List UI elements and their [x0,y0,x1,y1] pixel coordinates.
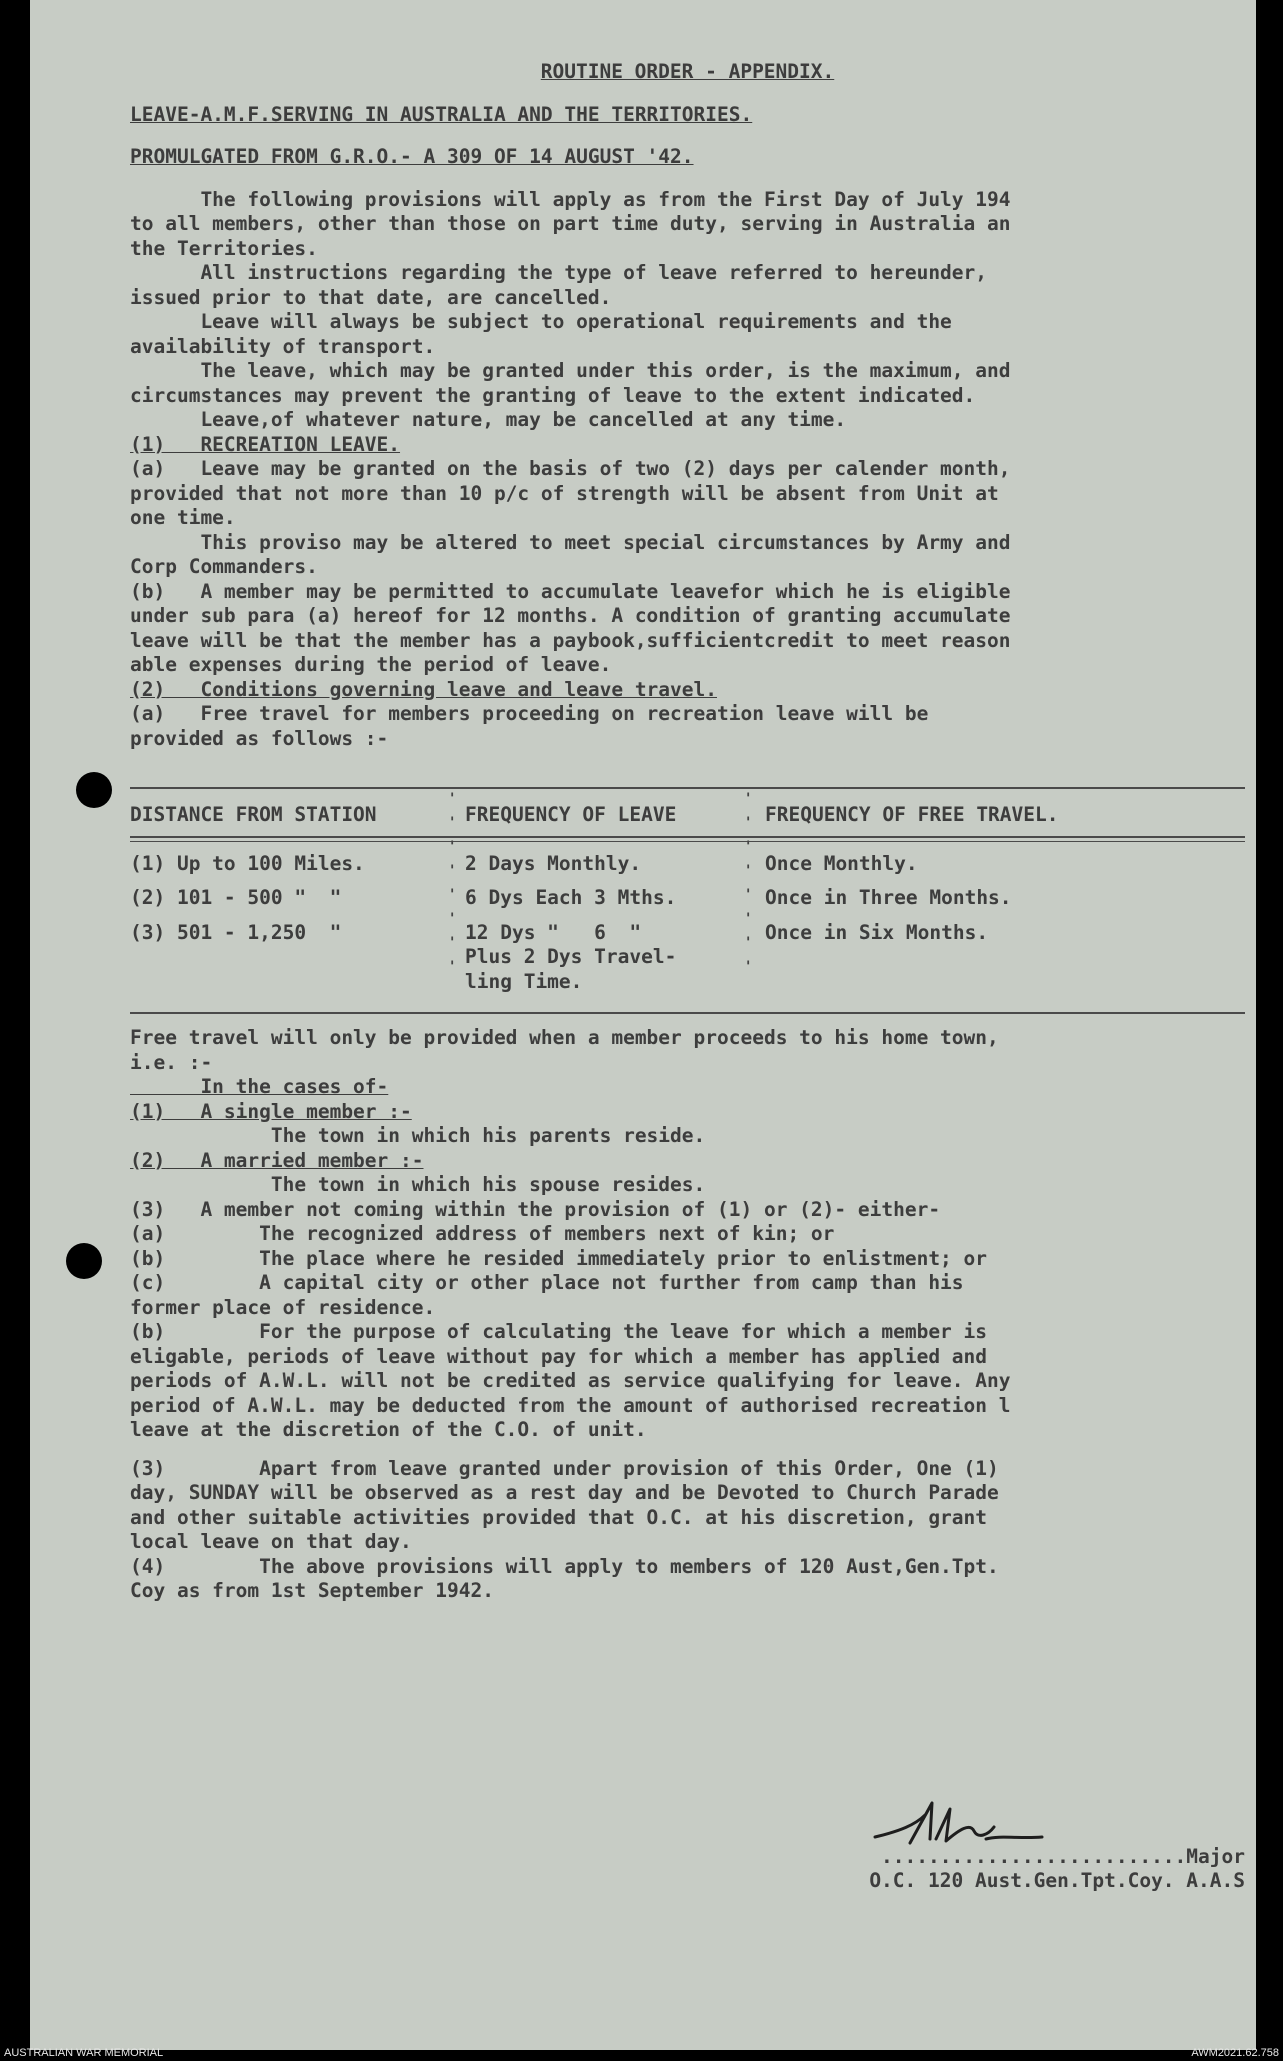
table-header-row [130,803,1245,828]
text-line: Free travel will only be provided when a member proceeds to his home town, [130,1026,999,1049]
text-line: (3) Apart from leave granted under provision of this Order, One (1) [130,1456,999,1480]
paragraph-block-b [130,1026,1245,1443]
text-line: (a) Free travel for members proceeding on recreation leave will be [130,702,929,725]
signature-block [770,1845,1245,1893]
text-line: Coy as from 1st September 1942. [130,1579,494,1602]
text-line: periods of A.W.L. will not be credited as service qualifying for leave. Any [130,1369,1011,1392]
text-line: provided as follows :- [130,726,389,750]
table-cell: (1) Up to 100 Miles. [130,851,365,875]
table-cell: 12 Dys " 6 " Plus 2 Dys Travel- ling Time. [465,920,677,993]
text-line: (2) A married member :- [130,1148,424,1172]
text-line: The town in which his spouse resides. [130,1173,706,1196]
text-line: (4) The above provisions will apply to members of 120 Aust,Gen.Tpt. [130,1554,999,1578]
table-cell: (2) 101 - 500 " " [130,886,342,909]
text-line: The following provisions will apply as from the First Day of July 194 [130,187,1011,211]
heading-leave: LEAVE-A.M.F.SERVING IN AUSTRALIA AND THE TERRITORIES. [130,102,753,126]
text-line: (b) For the purpose of calculating the leave for which a member is [130,1320,988,1343]
text-line: (c) A capital city or other place not further from camp than his [130,1271,964,1294]
table-row [130,886,1245,911]
text-line: (a) The recognized address of members next of kin; or [130,1222,835,1245]
text-line: one time. [130,506,236,529]
table-column-separator: ' ' ' ' ' ' ' ' [448,791,457,975]
table-row [130,852,1245,877]
table-rule [130,836,1245,838]
text-line: to all members, other than those on part time duty, serving in Australia an [130,212,1011,235]
paragraph-block-a [130,188,1245,752]
text-line: (1) RECREATION LEAVE. [130,432,401,456]
document-page [30,0,1256,2050]
table-header-frequency-leave: FREQUENCY OF LEAVE [465,803,677,826]
text-line: The town in which his parents reside. [130,1124,706,1147]
text-line: local leave on that day. [130,1530,412,1553]
table-cell: Once Monthly. [765,851,918,875]
text-line: circumstances may prevent the granting of leave to the extent indicated. [130,383,976,407]
text-line: This proviso may be altered to meet special circumstances by Army and [130,530,1011,554]
text-line: The leave, which may be granted under this order, is the maximum, and [130,359,1011,382]
footer-reference: AWM2021.62.758 [1191,2047,1279,2059]
text-line: Corp Commanders. [130,555,318,578]
text-line: Leave,of whatever nature, may be cancelled at any time. [130,408,847,431]
punch-hole [76,772,112,808]
text-line: All instructions regarding the type of leave referred to hereunder, [130,261,988,284]
text-line: period of A.W.L. may be deducted from the amount of authorised recreation l [130,1393,1011,1417]
text-line: former place of residence. [130,1295,436,1319]
text-line: availability of transport. [130,334,436,358]
text-line: In the cases of- [130,1075,389,1098]
signature-line: ..........................Major [881,1845,1245,1868]
footer-institution: AUSTRALIAN WAR MEMORIAL [4,2047,164,2059]
table-cell: 6 Dys Each 3 Mths. [465,886,677,909]
text-line: (1) A single member :- [130,1099,412,1123]
text-line: and other suitable activities provided that O.C. at his discretion, grant [130,1505,988,1529]
table-cell: 2 Days Monthly. [465,851,642,875]
text-line: (3) A member not coming within the provision of (1) or (2)- either- [130,1197,941,1221]
paragraph-block-c [130,1457,1245,1555]
signature-title: O.C. 120 Aust.Gen.Tpt.Coy. A.A.S [869,1869,1245,1892]
text-line: (b) A member may be permitted to accumulate leavefor which he is eligible [130,579,1011,603]
text-line: the Territories. [130,236,318,260]
text-line: i.e. :- [130,1050,213,1074]
text-line: (2) Conditions governing leave and leave travel. [130,677,717,701]
leave-travel-table [130,787,1245,1014]
table-header-frequency-travel: FREQUENCY OF FREE TRAVEL. [765,803,1059,826]
text-line: leave at the discretion of the C.O. of unit. [130,1418,647,1441]
text-line: able expenses during the period of leave. [130,653,612,676]
text-line: eligable, periods of leave without pay for which a member has applied and [130,1344,988,1368]
punch-hole [66,1243,102,1279]
table-rule [130,1012,1245,1014]
text-line: (a) Leave may be granted on the basis of two (2) days per calender month, [130,457,1011,480]
table-row [130,921,1245,995]
text-line: under sub para (a) hereof for 12 months. A condition of granting accumulate [130,604,1011,627]
document-body [130,60,1245,1604]
table-header-distance: DISTANCE FROM STATION [130,803,377,826]
table-cell: Once in Six Months. [765,920,989,944]
text-line: (b) The place where he resided immediately prior to enlistment; or [130,1246,988,1270]
text-line: leave will be that the member has a paybook,sufficientcredit to meet reason [130,628,1011,652]
text-line: Leave will always be subject to operational requirements and the [130,310,952,333]
table-cell: Once in Three Months. [765,886,1012,909]
text-line: provided that not more than 10 p/c of strength will be absent from Unit at [130,481,999,505]
heading-routine-order: ROUTINE ORDER - APPENDIX. [540,60,835,83]
table-column-separator: ' ' ' ' ' ' ' ' [744,791,753,975]
text-line: issued prior to that date, are cancelled. [130,285,612,309]
paragraph-block-d [130,1555,1245,1604]
table-cell: (3) 501 - 1,250 " [130,920,342,944]
heading-promulgated: PROMULGATED FROM G.R.O.- A 309 OF 14 AUGUST '42. [130,145,694,168]
table-rule [130,787,1245,789]
text-line: day, SUNDAY will be observed as a rest day and be Devoted to Church Parade [130,1481,999,1504]
